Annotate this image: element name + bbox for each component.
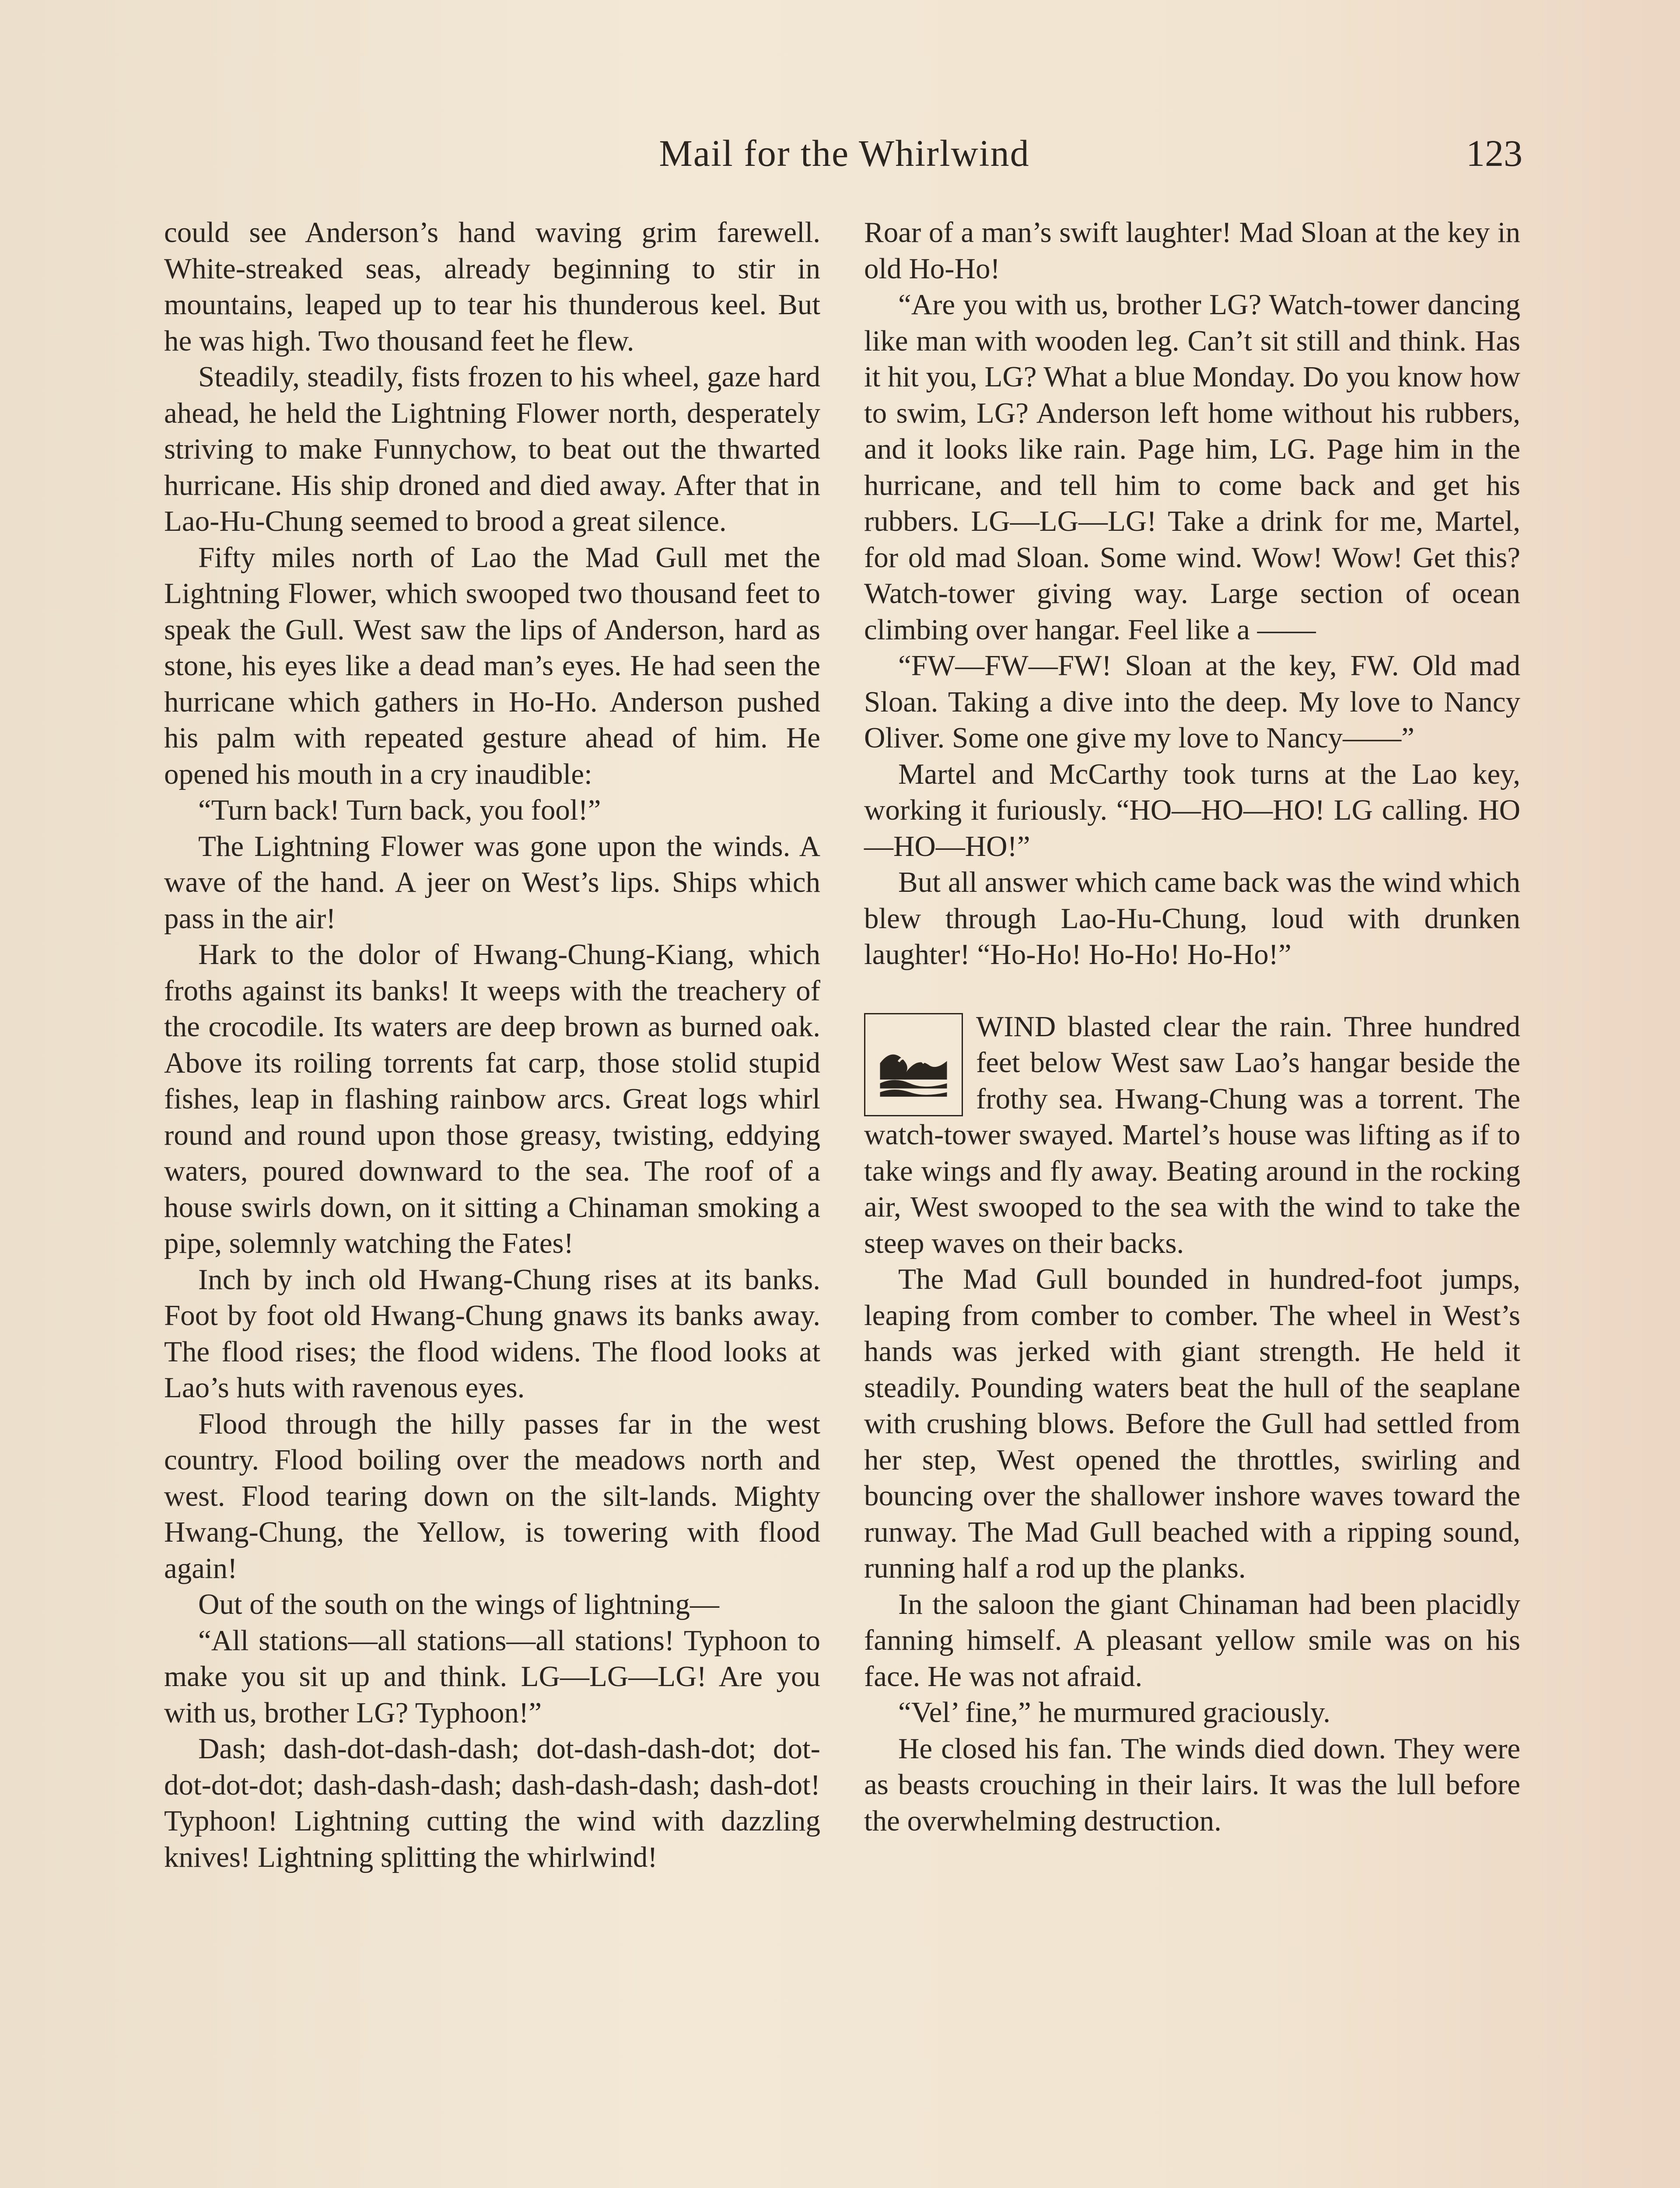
paragraph: But all answer which came back was the wind which blew through Lao-Hu-Chung, loud with drunken laughter! “Ho-Ho! Ho-Ho! Ho-Ho!” <box>864 866 1520 971</box>
paragraph: Flood through the hilly passes far in the west country. Flood boiling over the meadows north and west. Flood tearing down on the silt-lands. Mighty Hwang-Chung, the Yellow, is towering with flood again! <box>164 1407 820 1585</box>
left-column <box>164 214 820 1875</box>
paragraph: Roar of a man’s swift laughter! Mad Sloan at the key in old Ho-Ho! <box>864 216 1520 285</box>
paragraph: “FW—FW—FW! Sloan at the key, FW. Old mad Sloan. Taking a dive into the deep. My love to Nancy Oliver. Some one give my love to Nancy——” <box>864 649 1520 754</box>
right-column <box>864 214 1520 1839</box>
paragraph: Out of the south on the wings of lightning— <box>198 1588 720 1620</box>
paragraph: Dash; dash-dot-dash-dash; dot-dash-dash-dot; dot-dot-dot-dot; dash-dash-dash; dash-dash-dash; dash-dot! Typhoon! Lightning cutting the wind with dazzling knives! Lightning splitting the whirlwind! <box>164 1732 820 1873</box>
paragraph: Fifty miles north of Lao the Mad Gull met the Lightning Flower, which swooped two thousand feet to speak the Gull. West saw the lips of Anderson, hard as stone, his eyes like a dead man’s eyes. He had seen the hurricane which gathers in Ho-Ho. Anderson pushed his palm with repeated gesture ahead of him. He opened his mouth in a cry inaudible: <box>164 541 820 790</box>
paragraph: “Vel’ fine,” he murmured graciously. <box>898 1696 1330 1729</box>
wave-ornament-icon <box>864 1013 963 1116</box>
paragraph: “All stations—all stations—all stations! Typhoon to make you sit up and think. LG—LG—LG! Are you with us, brother LG? Typhoon!” <box>164 1624 820 1729</box>
paragraph: He closed his fan. The winds died down. They were as beasts crouching in their lairs. It was the lull before the overwhelming destruction. <box>864 1732 1520 1837</box>
paragraph: Inch by inch old Hwang-Chung rises at its banks. Foot by foot old Hwang-Chung gnaws its banks away. The flood rises; the flood widens. The flood looks at Lao’s huts with ravenous eyes. <box>164 1263 820 1404</box>
section-break <box>864 973 1520 1009</box>
dropcap-text: WIND blasted clear the rain. Three hundred feet below West saw Lao’s hangar beside the frothy sea. Hwang-Chung was a torrent. The watch-tower swayed. Martel’s house was lifting as if to take wings and fly away. Beating around in the rocking air, West swooped to the sea with the wind to take the steep waves on their backs. <box>864 1010 1520 1259</box>
paragraph: The Mad Gull bounded in hundred-foot jumps, leaping from comber to comber. The wheel in West’s hands was jerked with giant strength. He held it steadily. Pounding waters beat the hull of the seaplane with crushing blows. Before the Gull had settled from her step, West opened the throttles, swirling and bouncing over the shallower inshore waves toward the runway. The Mad Gull beached with a ripping sound, running half a rod up the planks. <box>864 1263 1520 1584</box>
paragraph: The Lightning Flower was gone upon the winds. A wave of the hand. A jeer on West’s lips. Ships which pass in the air! <box>164 830 820 935</box>
paragraph: “Turn back! Turn back, you fool!” <box>198 794 601 826</box>
paragraph: Martel and McCarthy took turns at the Lao key, working it furiously. “HO—HO—HO! LG calling. HO—HO—HO!” <box>864 757 1520 863</box>
paragraph: Steadily, steadily, fists frozen to his wheel, gaze hard ahead, he held the Lightning Flower north, desperately striving to make Funnychow, to beat out the thwarted hurricane. His ship droned and died away. After that in Lao-Hu-Chung seemed to brood a great silence. <box>164 361 820 537</box>
dropcap-paragraph <box>864 1009 1520 1262</box>
paragraph: “Are you with us, brother LG? Watch-tower dancing like man with wooden leg. Can’t sit still and think. Has it hit you, LG? What a blue Monday. Do you know how to swim, LG? Anderson left home without his rubbers, and it looks like rain. Page him, LG. Page him in the hurricane, and tell him to come back and get his rubbers. LG—LG—LG! Take a drink for me, Martel, for old mad Sloan. Some wind. Wow! Wow! Get this? Watch-tower giving way. Large section of ocean climbing over hangar. Feel like a —— <box>864 288 1520 646</box>
paragraph: In the saloon the giant Chinaman had been placidly fanning himself. A pleasant yellow smile was on his face. He was not afraid. <box>864 1588 1520 1693</box>
page-header <box>166 127 1522 179</box>
running-title: Mail for the Whirlwind <box>659 132 1030 174</box>
paragraph: Hark to the dolor of Hwang-Chung-Kiang, which froths against its banks! It weeps with the treachery of the crocodile. Its waters are deep brown as burned oak. Above its roiling torrents fat carp, those stolid stupid fishes, leap in flashing rainbow arcs. Great logs whirl round and round upon those greasy, twisting, eddying waters, poured downward to the sea. The roof of a house swirls down, on it sitting a Chinaman smoking a pipe, solemnly watching the Fates! <box>164 938 820 1259</box>
paragraph: could see Anderson’s hand waving grim farewell. White-streaked seas, already beginning to stir in mountains, leaped up to tear his thunderous keel. But he was high. Two thousand feet he flew. <box>164 216 820 357</box>
page-number: 123 <box>1466 132 1522 174</box>
